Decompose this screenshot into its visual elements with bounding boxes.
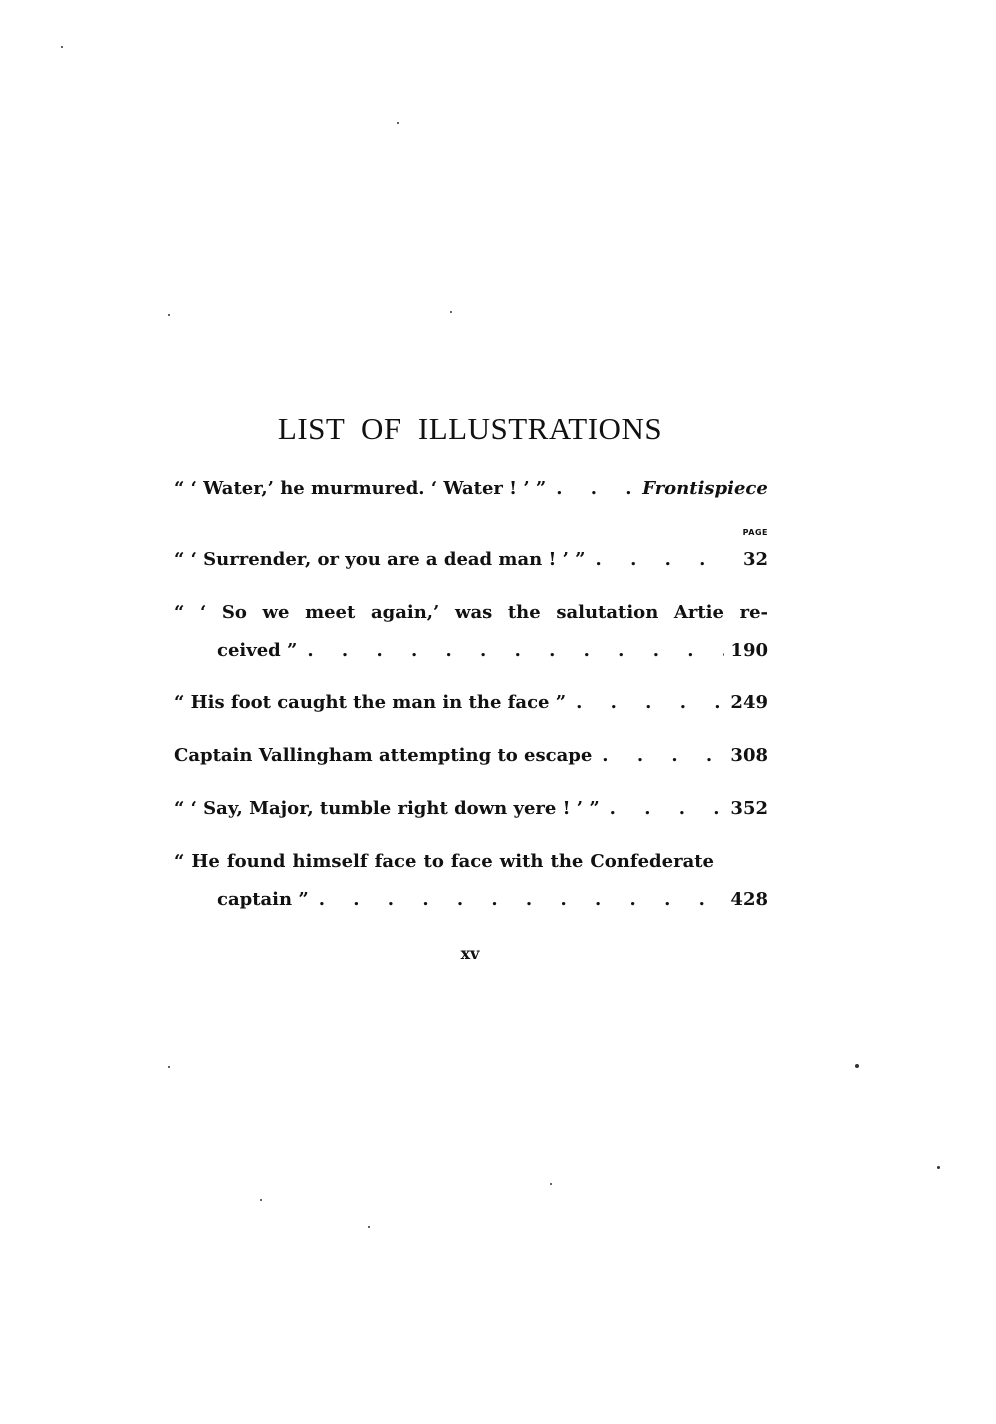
illustration-caption: “ ‘ Surrender, or you are a dead man ! ’ ” [174,549,586,570]
illustration-page: 190 [730,640,768,661]
dot-leader [592,737,724,775]
dot-leader [586,541,724,579]
illustration-entry [174,541,768,579]
illustration-caption: Captain Vallingham attempting to escape [174,745,593,766]
dot-leader [297,632,724,670]
print-speck [168,314,170,316]
illustration-page: 32 [742,549,768,570]
print-speck [397,122,399,124]
illustration-entry [174,684,768,722]
illustration-page: Frontispiece [642,478,768,499]
illustration-entry [174,843,768,919]
print-speck [368,1226,370,1228]
illustration-caption: “ ‘ Say, Major, tumble right down yere ! ’ ” [174,798,600,819]
illustration-caption: “ ‘ Water,’ he murmured. ‘ Water ! ’ ” [174,478,547,499]
illustration-caption-line2: ceived ” [217,640,298,661]
illustration-caption-line2: captain ” [217,889,309,910]
illustration-page: 249 [730,692,768,713]
illustration-caption: “ His foot caught the man in the face ” [174,692,567,713]
illustration-page: 352 [730,798,768,819]
print-speck [168,1066,170,1068]
print-speck [61,46,63,48]
page-folio: xv [460,944,480,963]
dot-leader [309,881,724,919]
illustration-caption-line1: “ ‘ So we meet again,’ was the salutation Artie re- [174,602,768,623]
page-title: LIST OF ILLUSTRATIONS [277,410,663,446]
dot-leader [600,790,724,828]
print-speck [260,1199,262,1201]
print-speck [550,1183,552,1185]
print-speck [450,311,452,313]
illustration-entry [174,594,768,670]
dot-leader [566,684,724,722]
page-column-heading: PAGE [742,528,768,537]
illustration-entry [174,737,768,775]
illustration-caption-line1: “ He found himself face to face with the Confederate [174,851,714,872]
illustration-page: 428 [730,889,768,910]
illustration-entry-frontispiece [174,470,768,508]
illustration-page: 308 [730,745,768,766]
illustration-entry [174,790,768,828]
print-speck [855,1064,859,1068]
dot-leader [546,470,636,508]
print-speck [937,1166,940,1169]
